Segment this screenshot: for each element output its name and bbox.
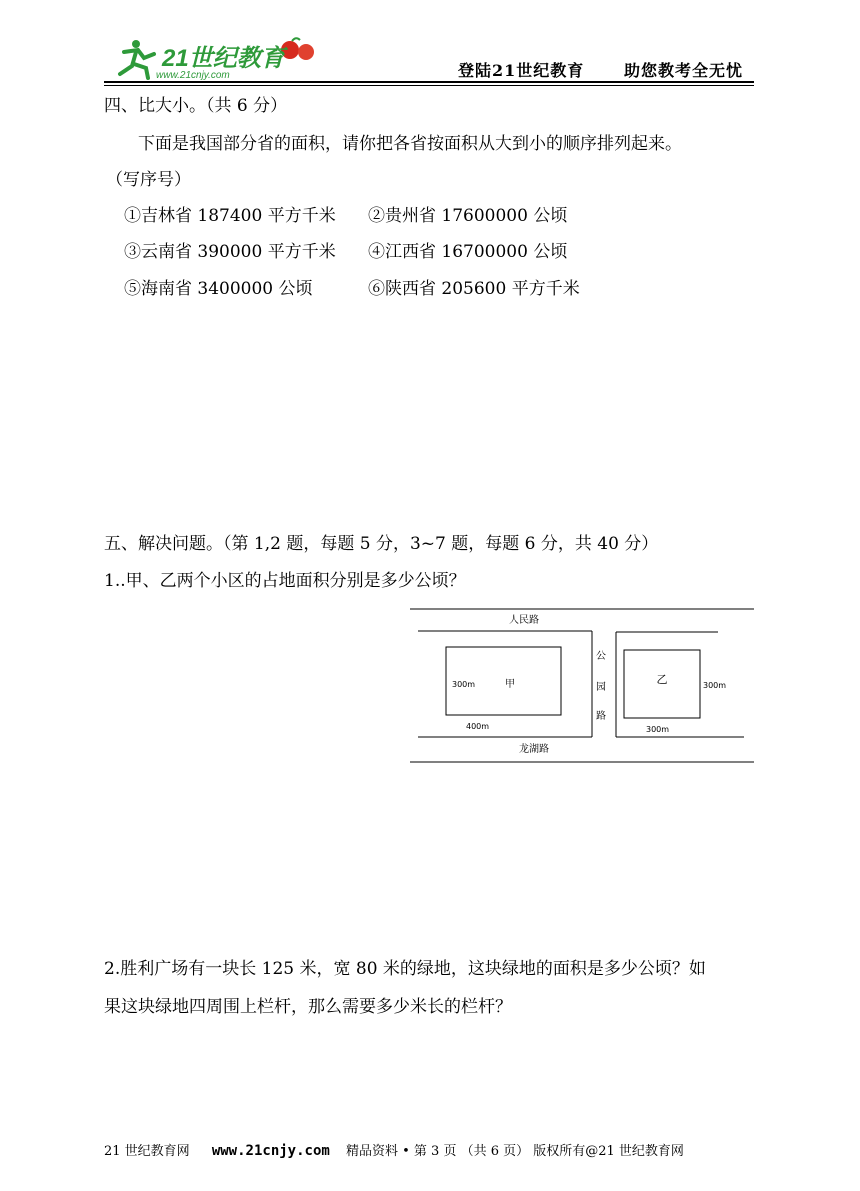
question-2-line-2: 果这块绿地四周围上栏杆，那么需要多少米长的栏杆？ xyxy=(104,997,512,1017)
plots-diagram xyxy=(410,605,756,767)
logo-url: www.21cnjy.com xyxy=(156,70,230,80)
province-item: ①吉林省 187400 平方千米 xyxy=(124,206,336,226)
plot-a-height: 300m xyxy=(452,680,476,689)
road-label-middle: 路 xyxy=(596,711,606,722)
header-slogan-right: 助您教考全无忧 xyxy=(624,61,744,80)
section-4-prompt: 下面是我国部分省的面积，请你把各省按面积从大到小的顺序排列起来。 xyxy=(138,134,682,154)
page-footer xyxy=(104,1140,684,1159)
question-1: 1..甲、乙两个小区的占地面积分别是多少公顷？ xyxy=(104,571,466,591)
header-divider xyxy=(104,81,754,83)
road-label-bottom: 龙湖路 xyxy=(519,744,549,755)
plot-b-height: 300m xyxy=(703,681,727,690)
footer-page-info: 精品资料 • 第 3 页 （共 6 页） 版权所有@21 世纪教育网 xyxy=(345,1144,684,1159)
footer-url: www.21cnjy.com xyxy=(211,1143,330,1159)
plot-a-width: 400m xyxy=(466,722,490,731)
road-label-top: 人民路 xyxy=(509,615,539,626)
road-label-middle: 园 xyxy=(596,682,606,693)
logo-text: 21世纪教育 xyxy=(162,45,285,72)
province-item: ⑥陕西省 205600 平方千米 xyxy=(368,279,580,299)
province-item: ③云南省 390000 平方千米 xyxy=(124,242,336,262)
question-2-line-1: 2.胜利广场有一块长 125 米，宽 80 米的绿地，这块绿地的面积是多少公顷？如 xyxy=(104,959,706,979)
header-slogan-left: 登陆21世纪教育 xyxy=(458,61,585,80)
section-4-title: 四、比大小。（共 6 分） xyxy=(104,96,288,116)
section-5-title: 五、解决问题。（第 1,2 题，每题 5 分，3~7 题，每题 6 分，共 40 分） xyxy=(104,534,659,554)
logo-icon xyxy=(114,36,324,80)
footer-site: 21 世纪教育网 xyxy=(104,1144,190,1159)
section-4-note: （写序号） xyxy=(106,170,191,190)
province-item: ②贵州省 17600000 公顷 xyxy=(368,206,568,226)
plot-b-width: 300m xyxy=(646,725,670,734)
plot-a-name: 甲 xyxy=(505,679,515,690)
header-divider-thin xyxy=(104,85,754,86)
province-item: ④江西省 16700000 公顷 xyxy=(368,242,568,262)
road-label-middle: 公 xyxy=(596,651,606,662)
plot-b-name: 乙 xyxy=(656,673,668,686)
province-item: ⑤海南省 3400000 公顷 xyxy=(124,279,313,299)
